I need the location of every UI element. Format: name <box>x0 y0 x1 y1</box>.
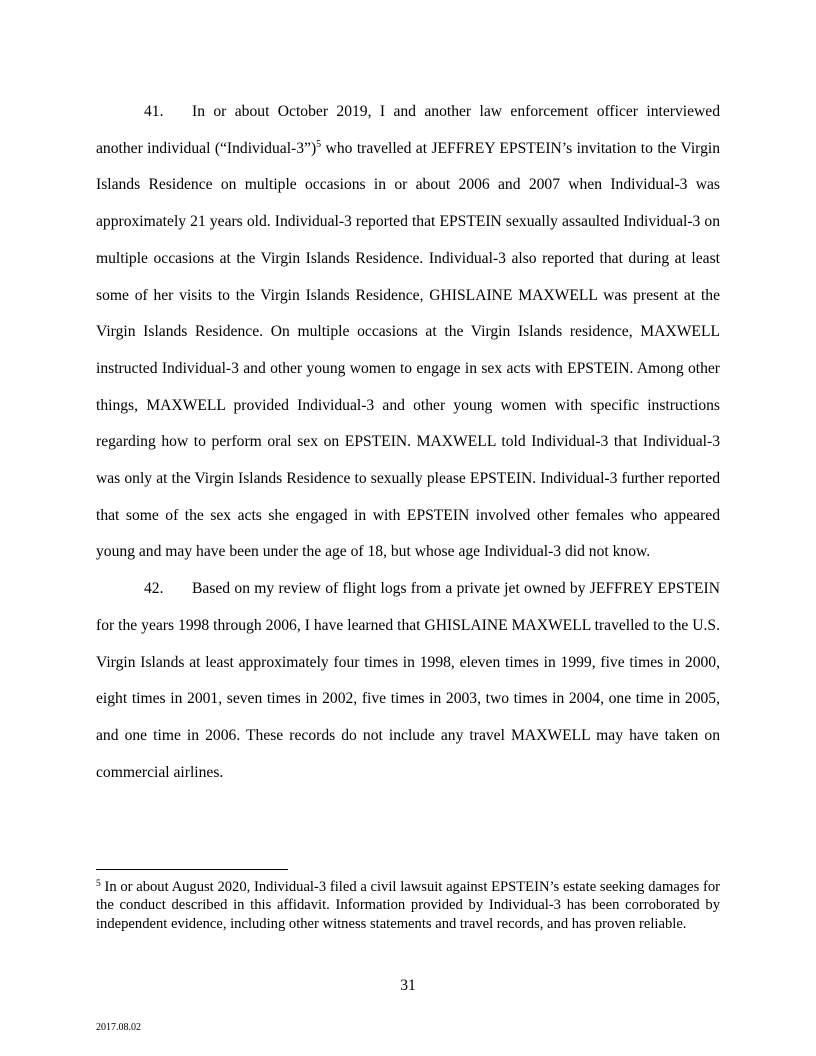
paragraph-number: 41. <box>144 103 164 120</box>
footnote-separator <box>96 869 288 870</box>
paragraph-number: 42. <box>144 580 164 598</box>
document-body <box>96 94 720 791</box>
footnote-text: In or about August 2020, Individual-3 filed a civil lawsuit against EPSTEIN’s estate seeking damages for the conduct described in this affidavit. Information provided by Individual-3 has been corroborated by independent evidence, including other witness statements and travel records, and has proven reliable. <box>96 879 720 932</box>
footnote-reference: 5 <box>316 138 322 150</box>
paragraph-42 <box>96 571 720 791</box>
document-code: 2017.08.02 <box>96 1022 141 1033</box>
paragraph-text: Based on my review of flight logs from a private jet owned by JEFFREY EPSTEIN for the years 1998 through 2006, I have learned that GHISLAINE MAXWELL travelled to the U.S. Virgin Islands at least approximately four times in 1998, eleven times in 1999, five times in 2000, eight times in 2001, seven times in 2002, five times in 2003, two times in 2004, one time in 2005, and one time in 2006. These records do not include any travel MAXWELL may have taken on commercial airlines. <box>96 580 720 781</box>
footnote-marker: 5 <box>96 879 101 889</box>
paragraph-41 <box>96 94 720 571</box>
paragraph-text: In or about October 2019, I and another law enforcement officer interviewed another individual (“Individual-3”) <box>96 103 720 157</box>
page-number: 31 <box>400 977 416 994</box>
footnote <box>96 878 720 933</box>
paragraph-text-continued: who travelled at JEFFREY EPSTEIN’s invitation to the Virgin Islands Residence on multiple occasions in or about 2006 and 2007 when Individual-3 was approximately 21 years old. Individual-3 reported that EPSTEIN sexually assaulted Individual-3 on multiple occasions at the Virgin Islands Residence. Individual-3 also reported that during at least some of her visits to the Virgin Islands Residence, GHISLAINE MAXWELL was present at the Virgin Islands Residence. On multiple occasions at the Virgin Islands residence, MAXWELL instructed Individual-3 and other young women to engage in sex acts with EPSTEIN. Among other things, MAXWELL provided Individual-3 and other young women with specific instructions regarding how to perform oral sex on EPSTEIN. MAXWELL told Individual-3 that Individual-3 was only at the Virgin Islands Residence to sexually please EPSTEIN. Individual-3 further reported that some of the sex acts she engaged in with EPSTEIN involved other females who appeared young and may have been under the age of 18, but whose age Individual-3 did not know. <box>96 139 720 561</box>
